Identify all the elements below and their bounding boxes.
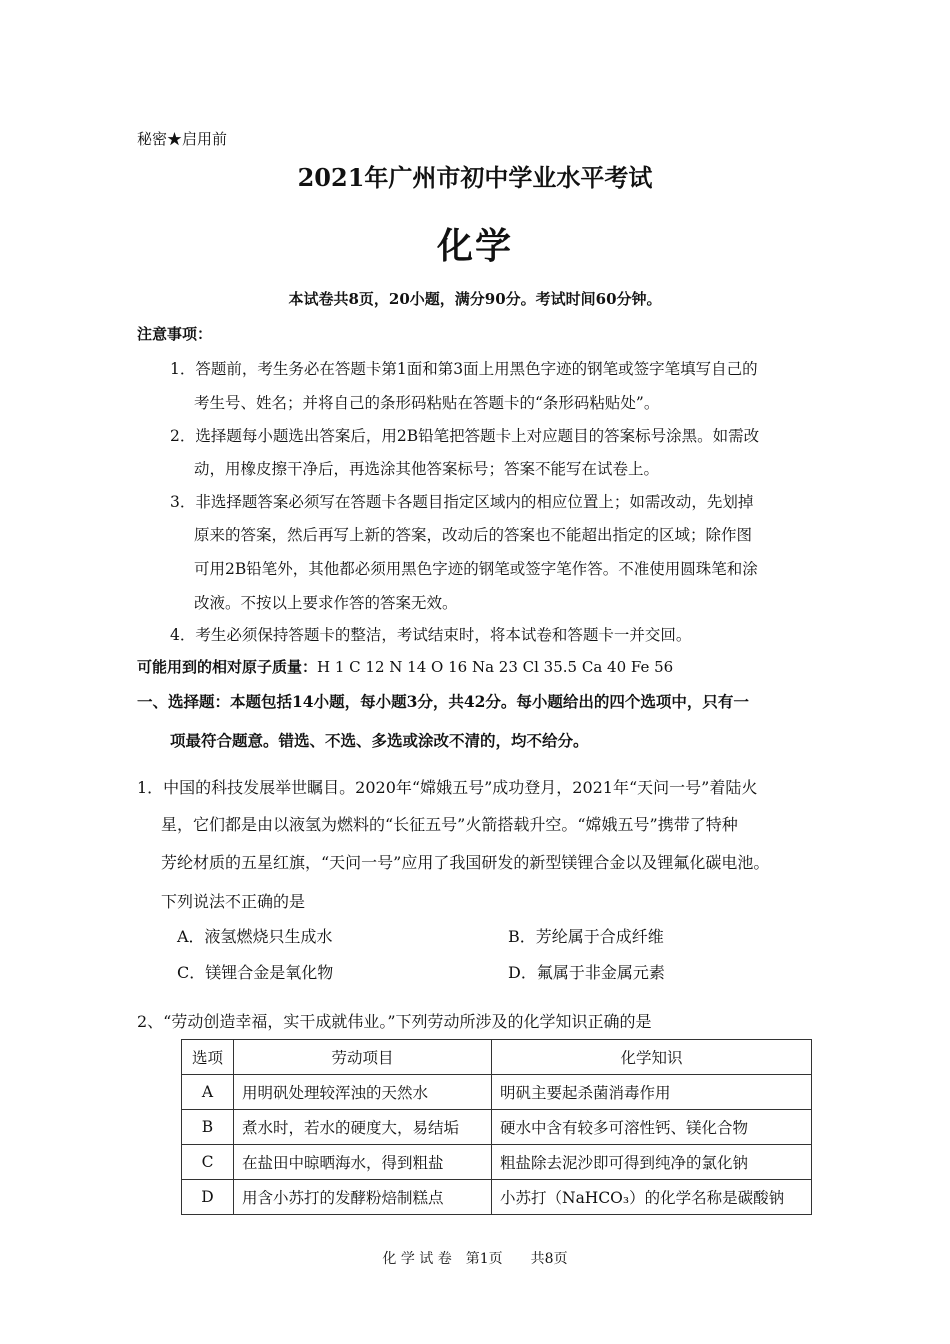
table-row <box>182 1145 812 1180</box>
table-header-cell: 劳动项目 <box>234 1040 492 1075</box>
q1-line: 星，它们都是由以液氢为燃料的“长征五号”火箭搭载升空。“嫦娥五号”携带了特种 <box>161 815 738 834</box>
atomic-mass-line <box>137 656 673 677</box>
note-line: 考生号、姓名；并将自己的条形码粘贴在答题卡的“条形码粘贴处”。 <box>194 394 660 412</box>
table-cell: A <box>182 1075 234 1110</box>
note-line: 动，用橡皮擦干净后，再选涂其他答案标号；答案不能写在试卷上。 <box>194 460 660 478</box>
table-row <box>182 1110 812 1145</box>
secret-label: 秘密★启用前 <box>137 130 228 148</box>
table-cell: B <box>182 1110 234 1145</box>
exam-title: 2021年广州市初中学业水平考试 <box>297 163 653 192</box>
notes-heading: 注意事项： <box>137 325 213 343</box>
q1-line: 下列说法不正确的是 <box>161 892 306 911</box>
q1-option-c: C．镁锂合金是氧化物 <box>177 963 334 982</box>
table-cell: 用明矾处理较浑浊的天然水 <box>234 1075 492 1110</box>
q1-option-a: A．液氢燃烧只生成水 <box>177 927 333 946</box>
page-footer <box>0 1248 950 1268</box>
exam-info: 本试卷共8页，20小题，满分90分。考试时间60分钟。 <box>288 290 662 308</box>
note-line: 4．考生必须保持答题卡的整洁，考试结束时，将本试卷和答题卡一并交回。 <box>170 626 692 644</box>
note-line: 3．非选择题答案必须写在答题卡各题目指定区域内的相应位置上；如需改动，先划掉 <box>170 493 754 511</box>
note-line: 可用2B铅笔外，其他都必须用黑色字迹的钢笔或签字笔作答。不准使用圆珠笔和涂 <box>194 560 758 578</box>
footer-subject: 化 学 试 卷 <box>382 1251 452 1267</box>
q2-stem: 2、“劳动创造幸福，实干成就伟业。”下列劳动所涉及的化学知识正确的是 <box>137 1012 652 1031</box>
table-cell: 明矾主要起杀菌消毒作用 <box>492 1075 812 1110</box>
table-cell: 小苏打（NaHCO₃）的化学名称是碳酸钠 <box>492 1180 812 1215</box>
section-heading-cont: 项最符合题意。错选、不选、多选或涂改不清的，均不给分。 <box>170 731 589 750</box>
table-cell: 用含小苏打的发酵粉焙制糕点 <box>234 1180 492 1215</box>
footer-total: 共8页 <box>530 1251 568 1267</box>
note-line: 2．选择题每小题选出答案后，用2B铅笔把答题卡上对应题目的答案标号涂黑。如需改 <box>170 427 760 445</box>
q2-table <box>181 1039 812 1215</box>
note-line: 1．答题前，考生务必在答题卡第1面和第3面上用黑色字迹的钢笔或签字笔填写自己的 <box>170 360 758 378</box>
table-cell: C <box>182 1145 234 1180</box>
table-cell: 煮水时，若水的硬度大，易结垢 <box>234 1110 492 1145</box>
table-cell: 在盐田中晾晒海水，得到粗盐 <box>234 1145 492 1180</box>
atomic-mass-label: 可能用到的相对原子质量： <box>137 658 318 676</box>
table-cell: 硬水中含有较多可溶性钙、镁化合物 <box>492 1110 812 1145</box>
table-header-cell: 化学知识 <box>492 1040 812 1075</box>
table-row <box>182 1180 812 1215</box>
section-heading: 一、选择题：本题包括14小题，每小题3分，共42分。每小题给出的四个选项中，只有一 <box>137 692 749 711</box>
note-line: 改液。不按以上要求作答的答案无效。 <box>194 594 458 612</box>
q1-option-d: D．氟属于非金属元素 <box>508 963 665 982</box>
q1-line: 芳纶材质的五星红旗，“天问一号”应用了我国研发的新型镁锂合金以及锂氟化碳电池。 <box>161 853 770 872</box>
subject-title: 化学 <box>436 225 513 267</box>
footer-page: 第1页 <box>465 1251 503 1267</box>
table-header-row <box>182 1040 812 1075</box>
table-cell: 粗盐除去泥沙即可得到纯净的氯化钠 <box>492 1145 812 1180</box>
note-line: 原来的答案，然后再写上新的答案，改动后的答案也不能超出指定的区域；除作图 <box>194 526 753 544</box>
table-cell: D <box>182 1180 234 1215</box>
table-header-cell: 选项 <box>182 1040 234 1075</box>
q1-option-b: B．芳纶属于合成纤维 <box>508 927 664 946</box>
atomic-mass-values: H 1 C 12 N 14 O 16 Na 23 Cl 35.5 Ca 40 Fe 56 <box>317 658 674 676</box>
table-row <box>182 1075 812 1110</box>
q1-line: 1．中国的科技发展举世瞩目。2020年“嫦娥五号”成功登月，2021年“天问一号”着陆火 <box>137 778 758 797</box>
